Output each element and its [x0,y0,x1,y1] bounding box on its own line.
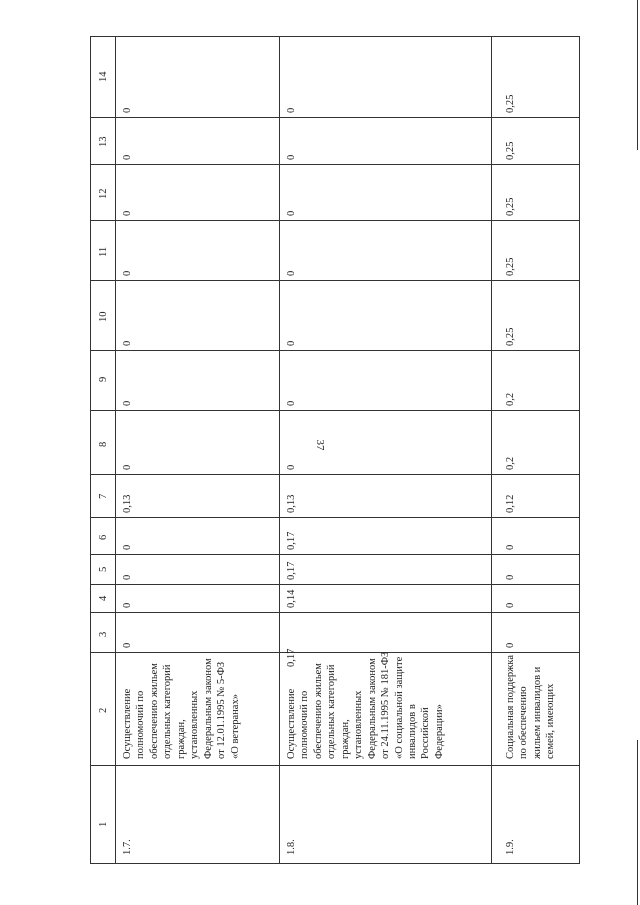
value-cell: 0,17 [286,561,297,580]
value-cell: 0 [122,270,133,276]
edge-mark-top [637,0,638,150]
row-label: Социальная поддержка по обеспечению жильем инвалидов и семей, имеющих [505,654,557,759]
value-cell: 0 [122,107,133,113]
value-cell: 0 [505,642,516,648]
value-cell: 0,13 [122,494,133,513]
value-cell: 0 [505,602,516,608]
page-number: 37 [314,439,326,451]
value-cell: 0,13 [286,494,297,513]
divider [91,117,579,118]
col-header: 8 [98,441,109,447]
row-index: 1.9. [505,839,516,855]
col-header: 6 [98,534,109,540]
row-index: 1.7. [122,839,133,855]
value-cell: 0 [122,210,133,216]
value-cell: 0 [286,464,297,470]
row-label: Осуществление полномочий по обеспечению жильем отдельных категорий граждан, установленных Федеральным законом от 24.11.1995 № 181-ФЗ «О социальной защите инвалидов в Российской Федерации» [286,651,445,759]
divider [91,765,579,766]
value-cell: 0 [286,270,297,276]
value-cell: 0,25 [505,141,516,160]
divider [491,37,492,863]
value-cell: 0 [122,154,133,160]
value-cell: 0 [505,574,516,580]
divider [91,410,579,411]
value-cell: 0,25 [505,94,516,113]
value-cell: 0 [286,107,297,113]
value-cell: 0 [286,154,297,160]
value-cell: 0 [286,340,297,346]
value-cell: 0 [505,544,516,550]
divider [115,37,116,863]
divider [91,474,579,475]
value-cell: 0 [122,464,133,470]
row-index: 1.8. [286,839,297,855]
col-header: 7 [98,493,109,499]
value-cell: 0,2 [505,392,516,406]
edge-mark-bottom [637,740,638,905]
value-cell: 0,25 [505,197,516,216]
value-cell: 0 [122,544,133,550]
divider [91,612,579,613]
value-cell: 0,12 [505,494,516,513]
divider [91,164,579,165]
col-header: 10 [98,311,109,322]
col-header: 14 [98,71,109,82]
value-cell: 0 [286,210,297,216]
divider [91,517,579,518]
divider [91,584,579,585]
col-header: 5 [98,566,109,572]
col-header: 11 [98,246,109,257]
divider [91,280,579,281]
col-header: 13 [98,136,109,147]
value-cell: 0 [122,642,133,648]
value-cell: 0 [122,574,133,580]
data-table-grid [90,36,580,864]
col-header: 4 [98,595,109,601]
value-cell: 0 [286,400,297,406]
value-cell: 0 [122,400,133,406]
col-header: 12 [98,188,109,199]
value-cell: 0,17 [286,531,297,550]
col-header: 3 [98,631,109,637]
value-cell: 0 [122,340,133,346]
value-cell: 0,17 [286,648,297,667]
col-header: 2 [98,707,109,713]
value-cell: 0,25 [505,257,516,276]
divider [91,554,579,555]
divider [91,350,579,351]
row-label: Осуществление полномочий по обеспечению жильем отдельных категорий граждан, установленных Федеральным законом от 12.01.1995 № 5-ФЗ «О ветеранах» [122,658,241,759]
divider [279,37,280,863]
value-cell: 0 [122,602,133,608]
col-header: 9 [98,376,109,382]
value-cell: 0,2 [505,456,516,470]
col-header: 1 [98,821,109,827]
divider [91,220,579,221]
value-cell: 0,14 [286,589,297,608]
value-cell: 0,25 [505,327,516,346]
